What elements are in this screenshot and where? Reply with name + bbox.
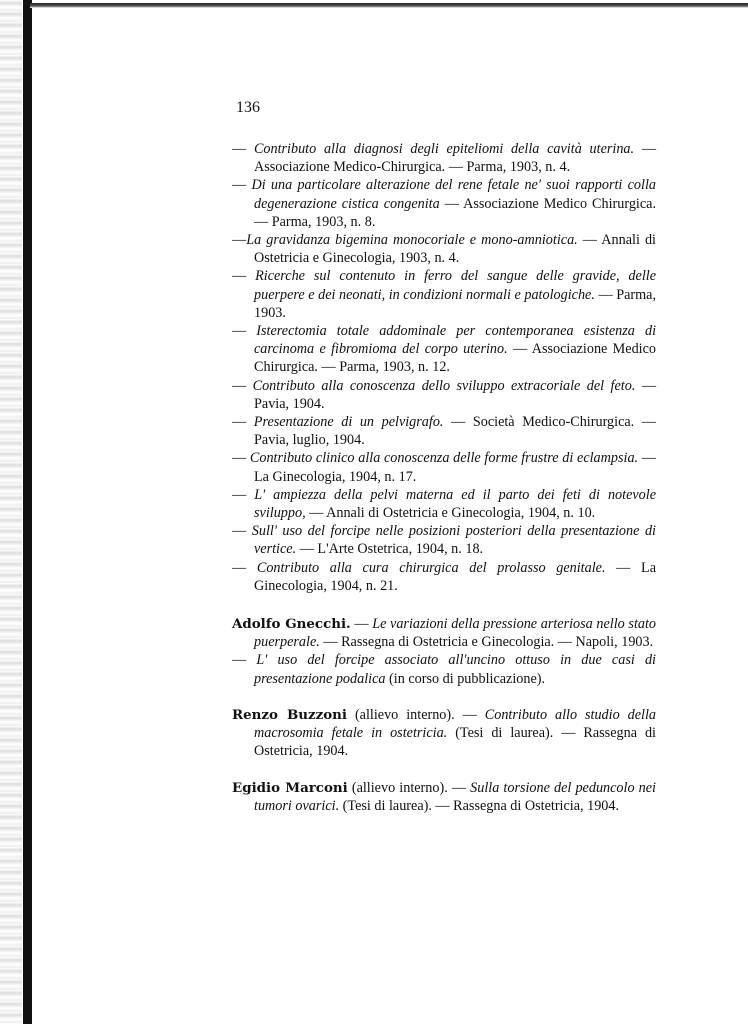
entry-title: Isterectomia totale addominale per contemporanea esistenza di carcinoma e fibromioma del corpo uterino.: [254, 323, 657, 358]
entry-title: La gravidanza bigemina monocoriale e mono-amniotica.: [246, 232, 578, 249]
bibliography-entry: [232, 413, 656, 449]
entry-dash: —: [232, 177, 247, 194]
author-block-buzzoni: [232, 706, 656, 761]
entry-title: Sulla torsione del peduncolo nei tumori ovarici.: [254, 779, 656, 814]
entry-source: — Associazione Medico Chirurgica. — Parma, 1903, n. 8.: [254, 195, 656, 230]
entry-title: Contributo alla conoscenza dello sviluppo extracoriale del feto.: [252, 377, 636, 394]
entry-source: — Associazione Medico-Chirurgica. — Parma, 1903, n. 4.: [254, 141, 657, 176]
author-name: Egidio Marconi: [232, 779, 348, 796]
scan-top-border: [30, 3, 748, 8]
bibliography-entry: [232, 176, 656, 231]
entry-dash: —: [232, 141, 247, 157]
entry-title: Contributo alla diagnosi degli epiteliomi della cavità uterina.: [253, 141, 635, 157]
entry-dash: —: [232, 232, 247, 249]
entry-dash: —: [232, 377, 247, 394]
book-spine-shadow: [23, 0, 32, 1024]
entry-source: — Rassegna di Ostetricia e Ginecologia. — Napoli, 1903.: [319, 634, 654, 651]
entry-source: (Tesi di laurea). — Rassegna di Ostetricia, 1904.: [254, 725, 656, 760]
entry-title: L' uso del forcipe associato all'uncino ottuso in due casi di presentazione podalica: [254, 652, 656, 687]
entry-source: (Tesi di laurea). — Rassegna di Ostetricia, 1904.: [339, 797, 620, 814]
author-note: (allievo interno). —: [347, 779, 471, 796]
author-entry: [232, 651, 656, 687]
author-block-marconi: [232, 779, 656, 815]
entry-source: — L'Arte Ostetrica, 1904, n. 18.: [296, 541, 484, 558]
author-name: Adolfo Gnecchi.: [232, 616, 351, 633]
author-entry: [232, 779, 656, 815]
entry-dash: —: [232, 268, 247, 285]
entry-source: — Società Medico-Chirurgica. — Pavia, luglio, 1904.: [254, 414, 656, 449]
entry-dash: —: [232, 523, 247, 540]
bibliography-entry: [232, 449, 656, 485]
author-entry: [232, 706, 656, 761]
entry-title: Contributo clinico alla conoscenza delle forme frustre di eclampsia.: [249, 450, 639, 467]
entry-source: — Pavia, 1904.: [254, 377, 656, 412]
author-entry: [232, 615, 656, 651]
author-name: Renzo Buzzoni: [232, 706, 347, 723]
entry-source: — Annali di Ostetricia e Ginecologia, 1904, n. 10.: [305, 505, 596, 522]
entry-source: — Associazione Medico Chirurgica. — Parma, 1903, n. 12.: [254, 341, 656, 376]
bibliography-entry: [232, 559, 656, 595]
bibliography-entry: [232, 522, 656, 558]
entry-dash: —: [232, 559, 247, 576]
entry-dash: —: [232, 450, 247, 467]
entry-title: Presentazione di un pelvigrafo.: [253, 414, 444, 431]
entry-dash: —: [232, 486, 247, 503]
author-note: (allievo interno). —: [347, 706, 485, 723]
entry-dash: —: [350, 616, 373, 633]
bibliography-entry: [232, 486, 656, 522]
entry-title: Contributo allo studio della macrosomia fetale in ostetricia.: [254, 706, 656, 742]
bibliography-entry: [232, 322, 656, 377]
page-number: 136: [236, 99, 260, 116]
bibliography-entry: [232, 267, 656, 322]
entry-title: Contributo alla cura chirurgica del prolasso genitale.: [256, 559, 606, 576]
scan-edge: [0, 0, 22, 1024]
entry-title: Sull' uso del forcipe nelle posizioni posteriori della presentazione di vertice.: [251, 523, 656, 558]
bibliography-entry: [232, 377, 656, 413]
entry-source: — La Ginecologia, 1904, n. 17.: [254, 450, 656, 485]
entry-title: Ricerche sul contenuto in ferro del sangue delle gravide, delle puerpere e dei neonati, in condizioni normali e patologiche.: [254, 268, 657, 303]
bibliography: [232, 140, 656, 815]
entry-dash: —: [232, 323, 247, 340]
entry-title: Di una particolare alterazione del rene fetale ne' suoi rapporti colla degenerazione cistica congenita: [251, 177, 656, 212]
entry-source: — La Ginecologia, 1904, n. 21.: [254, 559, 656, 594]
bibliography-entry: [232, 140, 656, 176]
author-block-gnecchi: [232, 615, 656, 688]
entry-dash: —: [232, 414, 247, 431]
entry-dash: —: [232, 652, 257, 669]
entry-title: Le variazioni della pressione arteriosa nello stato puerperale.: [254, 616, 657, 651]
bibliography-entry: [232, 231, 656, 267]
entry-title: L' ampiezza della pelvi materna ed il parto dei feti di notevole sviluppo,: [254, 486, 657, 522]
entry-source: — Parma, 1903.: [254, 286, 657, 321]
entry-source: (in corso di pubblicazione).: [385, 670, 546, 687]
entry-source: — Annali di Ostetricia e Ginecologia, 1903, n. 4.: [254, 232, 656, 267]
